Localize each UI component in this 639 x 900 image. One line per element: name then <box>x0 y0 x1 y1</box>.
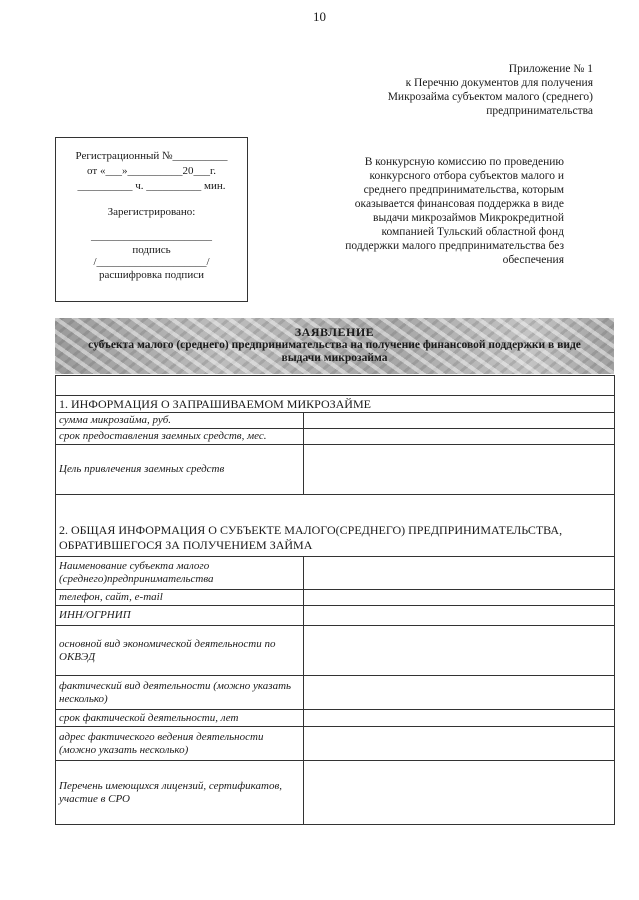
loan-purpose-field[interactable] <box>304 445 615 495</box>
addressee-line: среднего предпринимательства, которым <box>363 184 564 196</box>
activity-duration-label: срок фактической деятельности, лет <box>56 710 304 727</box>
registration-stamp-box <box>55 137 248 302</box>
application-banner <box>55 318 614 374</box>
signature-decode-caption: расшифровка подписи <box>99 269 204 281</box>
signature-decode-line[interactable]: /____________________/ <box>93 256 210 268</box>
section2-title: 2. ОБЩАЯ ИНФОРМАЦИЯ О СУБЪЕКТЕ МАЛОГО(СРЕДНЕГО) ПРЕДПРИНИМАТЕЛЬСТВА, ОБРАТИВШЕГОСЯ ЗА ПОЛУЧЕНИЕМ ЗАЙМА <box>56 495 615 557</box>
loan-purpose-label: Цель привлечения заемных средств <box>56 445 304 495</box>
licenses-label: Перечень имеющихся лицензий, сертификатов, участие в СРО <box>56 761 304 825</box>
actual-address-label: адрес фактического ведения деятельности (можно указать несколько) <box>56 727 304 761</box>
appendix-note <box>293 62 593 118</box>
inn-ogrnip-label: ИНН/ОГРНИП <box>56 606 304 626</box>
addressee-line: поддержки малого предпринимательства без <box>345 240 564 252</box>
signature-caption: подпись <box>132 244 171 256</box>
actual-activity-label: фактический вид деятельности (можно указать несколько) <box>56 676 304 710</box>
activity-duration-field[interactable] <box>304 710 615 727</box>
addressee-line: компанией Тульский областной фонд <box>381 226 564 238</box>
registration-date[interactable]: от «___»__________20___г. <box>87 165 216 177</box>
registration-number[interactable]: Регистрационный №__________ <box>75 150 228 162</box>
actual-address-field[interactable] <box>304 727 615 761</box>
page-number: 10 <box>313 9 326 24</box>
addressee-line: обеспечения <box>502 254 564 266</box>
application-subtitle: субъекта малого (среднего) предпринимательства на получение финансовой поддержки в виде выдачи микрозайма <box>88 339 581 364</box>
section1-title: 1. ИНФОРМАЦИЯ О ЗАПРАШИВАЕМОМ МИКРОЗАЙМЕ <box>56 396 615 413</box>
appendix-line: Приложение № 1 <box>508 63 593 75</box>
registered-label: Зарегистрировано: <box>107 206 196 218</box>
appendix-line: предпринимательства <box>486 105 593 117</box>
addressee-line: В конкурсную комиссию по проведению <box>364 156 564 168</box>
signature-line[interactable]: ______________________ <box>91 230 212 242</box>
loan-term-field[interactable] <box>304 429 615 445</box>
addressee-line: выдачи микрозаймов Микрокредитной <box>373 212 564 224</box>
inn-ogrnip-field[interactable] <box>304 606 615 626</box>
okved-field[interactable] <box>304 626 615 676</box>
appendix-line: Микрозайма субъектом малого (среднего) <box>387 91 593 103</box>
addressee-line: конкурсного отбора субъектов малого и <box>369 170 564 182</box>
contacts-label: телефон, сайт, e-mail <box>56 590 304 606</box>
appendix-line: к Перечню документов для получения <box>405 77 593 89</box>
registration-time[interactable]: __________ ч. __________ мин. <box>77 180 226 192</box>
spacer-row <box>56 376 615 396</box>
loan-term-label: срок предоставления заемных средств, мес. <box>56 429 304 445</box>
addressee-block <box>334 155 564 267</box>
addressee-line: оказывается финансовая поддержка в виде <box>354 198 564 210</box>
okved-label: основной вид экономической деятельности по ОКВЭД <box>56 626 304 676</box>
contacts-field[interactable] <box>304 590 615 606</box>
actual-activity-field[interactable] <box>304 676 615 710</box>
company-name-label: Наименование субъекта малого (среднего)предпринимательства <box>56 557 304 590</box>
application-form-table <box>55 375 615 825</box>
application-title: ЗАЯВЛЕНИЕ <box>294 325 375 339</box>
licenses-field[interactable] <box>304 761 615 825</box>
company-name-field[interactable] <box>304 557 615 590</box>
loan-amount-label: сумма микрозайма, руб. <box>56 413 304 429</box>
loan-amount-field[interactable] <box>304 413 615 429</box>
